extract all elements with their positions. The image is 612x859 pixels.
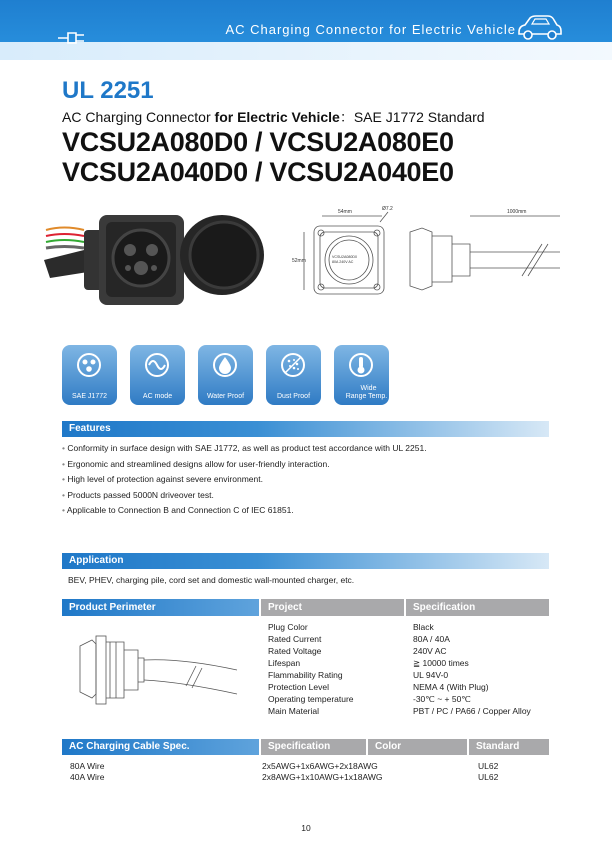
list-item: • Products passed 5000N driveover test. — [62, 488, 427, 504]
features-list — [62, 441, 427, 519]
page-number: 10 — [301, 823, 311, 833]
banner-title: AC Charging Connector for Electric Vehicle — [225, 22, 516, 37]
drawing-rating-label: 80A 240V AC — [332, 260, 354, 264]
feature-wide-range-temp — [334, 345, 389, 405]
table-cell: Rated Voltage — [268, 646, 322, 656]
cable-color-column-header — [368, 739, 467, 755]
cable-spec-header — [62, 739, 259, 755]
spec-column-header — [406, 599, 549, 616]
table-cell: 80A / 40A — [413, 634, 450, 644]
cable-standard-heading: Standard — [476, 741, 520, 752]
j1772-socket-icon — [76, 352, 102, 378]
table-cell: PBT / PC / PA66 / Copper Alloy — [413, 706, 531, 716]
cable-row-name: 80A Wire — [70, 761, 105, 771]
header-stripe — [0, 42, 612, 60]
table-cell: Rated Current — [268, 634, 322, 644]
project-heading: Project — [268, 602, 302, 613]
subtitle-suffix: ：SAE J1772 Standard — [339, 109, 485, 125]
product-subtitle — [62, 107, 485, 127]
table-cell: Plug Color — [268, 622, 308, 632]
cable-spec-column-header — [261, 739, 366, 755]
water-drop-icon — [212, 352, 238, 378]
table-cell: Flammability Rating — [268, 670, 343, 680]
table-cell: 240V AC — [413, 646, 447, 656]
table-cell: Operating temperature — [268, 694, 354, 704]
table-cell: Protection Level — [268, 682, 329, 692]
table-cell: -30℃ ~ + 50℃ — [413, 694, 471, 704]
dust-icon — [280, 352, 306, 378]
thermometer-icon — [348, 352, 374, 378]
table-cell: Black — [413, 622, 434, 632]
plug-icon — [58, 30, 88, 46]
feature-label: SAE J1772 — [71, 393, 108, 400]
spec-column — [413, 621, 531, 717]
subtitle-prefix: AC Charging Connector — [62, 109, 215, 125]
application-text: BEV, PHEV, charging pile, cord set and domestic wall-mounted charger, etc. — [68, 575, 355, 585]
feature-label-line1: Wide — [360, 385, 377, 392]
project-column-header — [261, 599, 404, 616]
sine-wave-icon — [144, 352, 170, 378]
cable-row-spec: 2x5AWG+1x6AWG+2x18AWG — [262, 761, 378, 771]
cable-row-standard: UL62 — [478, 761, 499, 771]
dim-height: 52mm — [292, 258, 306, 264]
feature-label: Dust Proof — [276, 393, 311, 400]
subtitle-bold: for Electric Vehicle — [214, 109, 340, 125]
cable-row-spec: 2x8AWG+1x10AWG+1x18AWG — [262, 772, 383, 782]
dim-hole: Ø7.2 — [382, 206, 393, 212]
perimeter-header — [62, 599, 259, 616]
model-line-2: VCSU2A040D0 / VCSU2A040E0 — [62, 157, 454, 187]
application-heading: Application — [69, 555, 124, 566]
car-icon — [516, 12, 562, 42]
list-item: • Ergonomic and streamlined designs allow for user-friendly interaction. — [62, 457, 427, 473]
list-item: • High level of protection against severe environment. — [62, 472, 427, 488]
table-cell: UL 94V-0 — [413, 670, 449, 680]
cable-row-name: 40A Wire — [70, 772, 105, 782]
feature-water-proof — [198, 345, 253, 405]
model-line-1: VCSU2A080D0 / VCSU2A080E0 — [62, 127, 454, 157]
spec-heading: Specification — [413, 602, 476, 613]
feature-dust-proof — [266, 345, 321, 405]
table-cell: Main Material — [268, 706, 320, 716]
cable-row-standard: UL62 — [478, 772, 499, 782]
feature-label: Water Proof — [206, 393, 245, 400]
features-heading: Features — [69, 423, 111, 434]
cable-standard-column-header — [469, 739, 549, 755]
table-cell: NEMA 4 (With Plug) — [413, 682, 489, 692]
connector-side-drawing — [72, 628, 242, 708]
dim-width: 54mm — [338, 209, 352, 215]
cable-color-heading: Color — [375, 741, 402, 752]
feature-ac-mode — [130, 345, 185, 405]
product-photo — [44, 200, 274, 310]
feature-sae-j1772 — [62, 345, 117, 405]
perimeter-heading: Product Perimeter — [69, 602, 156, 613]
table-cell: Lifespan — [268, 658, 301, 668]
cable-heading: AC Charging Cable Spec. — [69, 741, 190, 752]
drawing-model-label: VCSU2A080D0 — [332, 255, 357, 259]
features-header — [62, 421, 549, 437]
list-item: • Conformity in surface design with SAE J1772, as well as product test accordance with UL 2251. — [62, 441, 427, 457]
list-item: • Applicable to Connection B and Connection C of IEC 61851. — [62, 503, 427, 519]
standard-title: UL 2251 — [62, 77, 154, 104]
dim-cable: 1000mm — [507, 209, 527, 215]
application-header — [62, 553, 549, 569]
feature-label-line2: Range Temp. — [345, 393, 388, 400]
table-cell: ≧ 10000 times — [413, 658, 469, 668]
feature-label: AC mode — [142, 393, 173, 400]
project-column — [268, 621, 354, 717]
cable-spec-heading: Specification — [268, 741, 331, 752]
technical-drawing — [292, 202, 562, 302]
